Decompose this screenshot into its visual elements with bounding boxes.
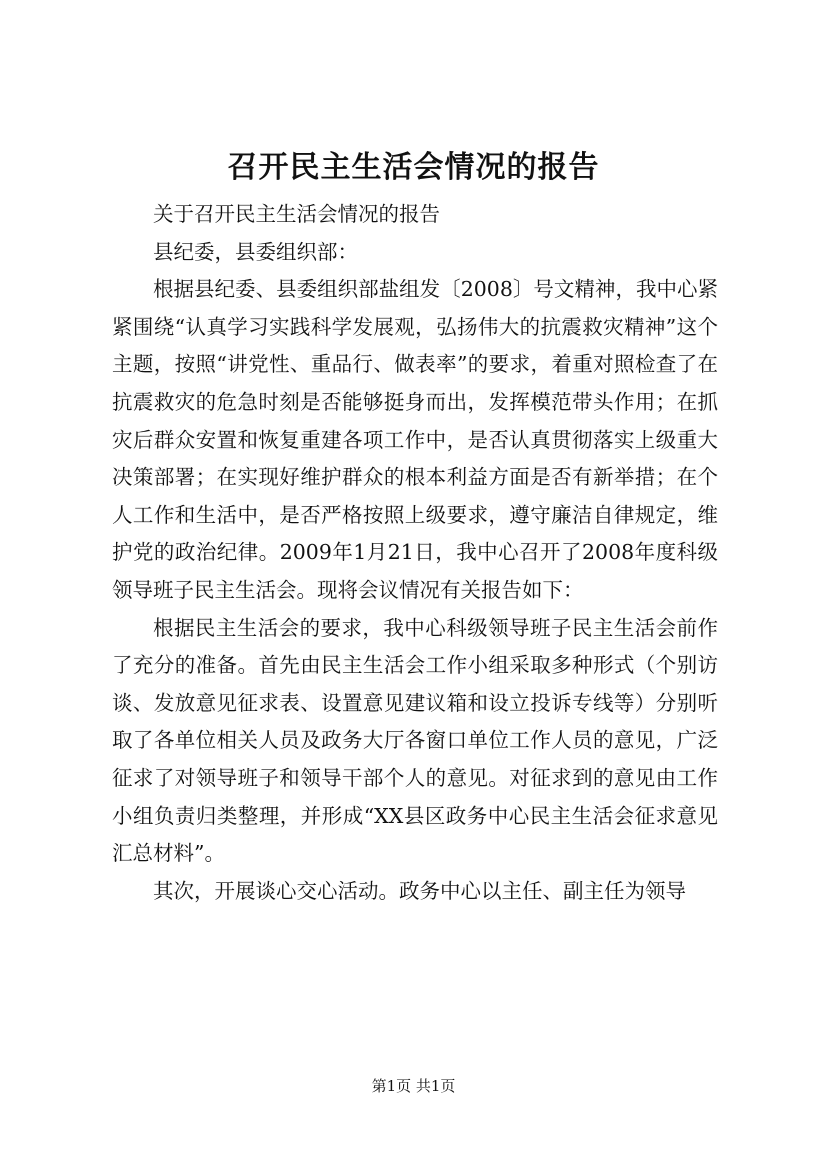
document-title: 召开民主生活会情况的报告 [227,150,600,185]
paragraph-next: 其次，开展谈心交心活动。政务中心以主任、副主任为领导 [153,878,686,903]
page-number-footer: 第1页 共1页 [371,1077,456,1095]
paragraph-preparation: 根据民主生活会的要求，我中心科级领导班子民主生活会前作了充分的准备。首先由民主生活会工作小组采取多种形式（个别访谈、发放意见征求表、设置意见建议箱和设立投诉专线等）分别听取了各单位相关人员及政务大厅各窗口单位工作人员的意见，广泛征求了对领导班子和领导干部个人的意见。对征求到的意见由工作小组负责归类整理，并形成“XX县区政务中心民主生活会征求意见汇总材料”。 [112,615,718,866]
subject-line: 关于召开民主生活会情况的报告 [153,202,440,226]
salutation: 县纪委，县委组织部： [153,239,358,264]
document-body [112,196,718,910]
paragraph-intro: 根据县纪委、县委组织部盐组发〔2008〕号文精神，我中心紧紧围绕“认真学习实践科学发展观，弘扬伟大的抗震救灾精神”这个主题，按照“讲党性、重品行、做表率”的要求，着重对照检查了在抗震救灾的危急时刻是否能够挺身而出，发挥模范带头作用；在抓灾后群众安置和恢复重建各项工作中，是否认真贯彻落实上级重大决策部署；在实现好维护群众的根本利益方面是否有新举措；在个人工作和生活中，是否严格按照上级要求，遵守廉洁自律规定，维护党的政治纪律。2009年1月21日，我中心召开了2008年度科级领导班子民主生活会。现将会议情况有关报告如下： [112,277,718,602]
